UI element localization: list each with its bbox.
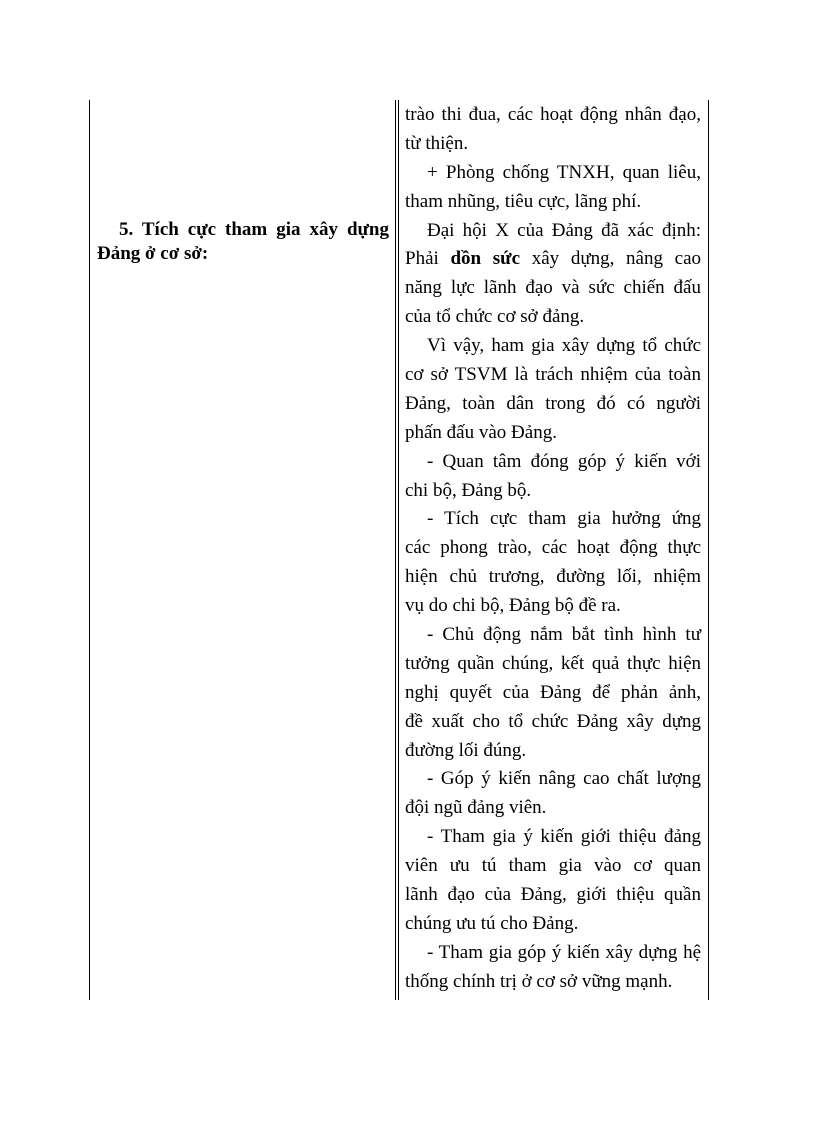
body-text-line: của tổ chức cơ sở đảng.	[405, 306, 585, 328]
body-text-line: đường lối đúng.	[405, 739, 527, 761]
body-text-line: năng lực lãnh đạo và sức chiến đấu	[405, 277, 701, 299]
body-text-fragment: Phải	[405, 248, 439, 270]
body-text-line: trào thi đua, các hoạt động nhân đạo,	[405, 104, 701, 125]
section-heading	[97, 218, 389, 266]
body-text-line: Đảng, toàn dân trong đó có người	[405, 392, 701, 414]
body-text-line: chi bộ, Đảng bộ.	[405, 479, 532, 501]
body-text-line: từ thiện.	[405, 132, 469, 154]
body-text-line: hiện chủ trương, đường lối, nhiệm	[405, 566, 701, 588]
body-text-line: thống chính trị ở cơ sở vững mạnh.	[405, 970, 673, 992]
section-heading-line-2: Đảng ở cơ sở:	[97, 243, 209, 264]
body-text-line: - Chủ động nắm bắt tình hình tư	[427, 624, 701, 646]
body-text-line: tham nhũng, tiêu cực, lãng phí.	[405, 190, 642, 212]
emphasis-text: dồn sức	[450, 248, 521, 270]
body-text-line: lãnh đạo của Đảng, giới thiệu quần	[405, 884, 701, 906]
body-text-line: + Phòng chống TNXH, quan liêu,	[427, 161, 701, 183]
body-text-line: cơ sở TSVM là trách nhiệm của toàn	[405, 364, 701, 386]
body-text-line: - Tham gia góp ý kiến xây dựng hệ	[427, 941, 701, 963]
body-text-line: - Quan tâm đóng góp ý kiến với	[427, 450, 701, 472]
body-text-line: - Tham gia ý kiến giới thiệu đảng	[427, 826, 701, 848]
table-cell-right	[405, 101, 701, 997]
body-text-line: phấn đấu vào Đảng.	[405, 421, 557, 443]
body-text-fragment: xây dựng, nâng cao	[531, 248, 702, 270]
body-text-line: vụ do chi bộ, Đảng bộ đề ra.	[405, 595, 621, 617]
body-text-line: đề xuất cho tổ chức Đảng xây dựng	[405, 710, 701, 732]
body-text-line: chúng ưu tú cho Đảng.	[405, 912, 579, 934]
table-cell-left	[89, 100, 395, 1000]
body-text-line: đội ngũ đảng viên.	[405, 797, 547, 819]
body-text-line: viên ưu tú tham gia vào cơ quan	[405, 855, 701, 877]
body-text-line: - Góp ý kiến nâng cao chất lượng	[427, 768, 701, 790]
body-text-line: Vì vậy, ham gia xây dựng tổ chức	[427, 335, 701, 357]
body-text-line-emphasis	[405, 245, 701, 274]
body-text-line: Đại hội X của Đảng đã xác định:	[427, 219, 701, 241]
table-border-middle	[395, 100, 396, 1000]
table-border-middle-inner	[398, 100, 399, 1000]
section-heading-line-1: 5. Tích cực tham gia xây dựng	[119, 219, 389, 240]
body-text-line: - Tích cực tham gia hưởng ứng	[427, 508, 701, 530]
table-border-right	[708, 100, 709, 1000]
body-text-line: tưởng quần chúng, kết quả thực hiện	[405, 652, 701, 674]
body-text-line: nghị quyết của Đảng để phản ảnh,	[405, 681, 701, 703]
body-text-line: các phong trào, các hoạt động thực	[405, 537, 701, 559]
